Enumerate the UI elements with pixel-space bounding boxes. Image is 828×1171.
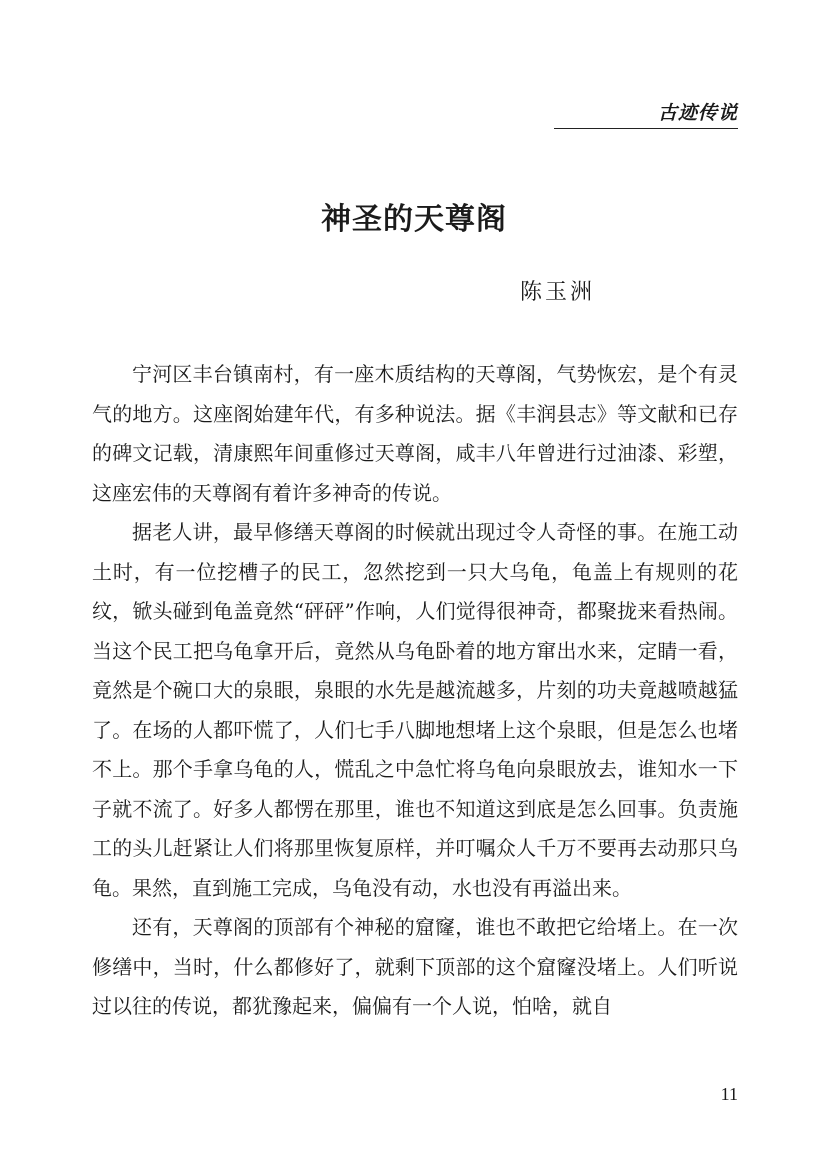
section-header: 古迹传说	[657, 102, 738, 124]
header-rule	[554, 128, 738, 129]
article-body	[92, 355, 738, 1027]
paragraph: 还有，天尊阁的顶部有个神秘的窟窿，谁也不敢把它给堵上。在一次修缮中，当时，什么都修好了，就剩下顶部的这个窟窿没堵上。人们听说过以往的传说，都犹豫起来，偏偏有一个人说，怕啥，就自	[92, 915, 738, 1018]
paragraph: 宁河区丰台镇南村，有一座木质结构的天尊阁，气势恢宏，是个有灵气的地方。这座阁始建年代，有多种说法。据《丰润县志》等文献和已存的碑文记载，清康熙年间重修过天尊阁，咸丰八年曾进行过油漆、彩塑，这座宏伟的天尊阁有着许多神奇的传说。	[92, 362, 738, 505]
paragraph: 据老人讲，最早修缮天尊阁的时候就出现过令人奇怪的事。在施工动土时，有一位挖槽子的民工，忽然挖到一只大乌龟，龟盖上有规则的花纹，锨头碰到龟盖竟然“砰砰”作响，人们觉得很神奇，都聚拢来看热闹。当这个民工把乌龟拿开后，竟然从乌龟卧着的地方窜出水来，定睛一看，竟然是个碗口大的泉眼，泉眼的水先是越流越多，片刻的功夫竟越喷越猛了。在场的人都吓慌了，人们七手八脚地想堵上这个泉眼，但是怎么也堵不上。那个手拿乌龟的人，慌乱之中急忙将乌龟向泉眼放去，谁知水一下子就不流了。好多人都愣在那里，谁也不知道这到底是怎么回事。负责施工的头儿赶紧让人们将那里恢复原样，并叮嘱众人千万不要再去动那只乌龟。果然，直到施工完成，乌龟没有动，水也没有再溢出来。	[92, 520, 738, 900]
page-number: 11	[720, 1084, 738, 1104]
article-title: 神圣的天尊阁	[321, 202, 507, 237]
article-author: 陈玉洲	[520, 280, 596, 305]
